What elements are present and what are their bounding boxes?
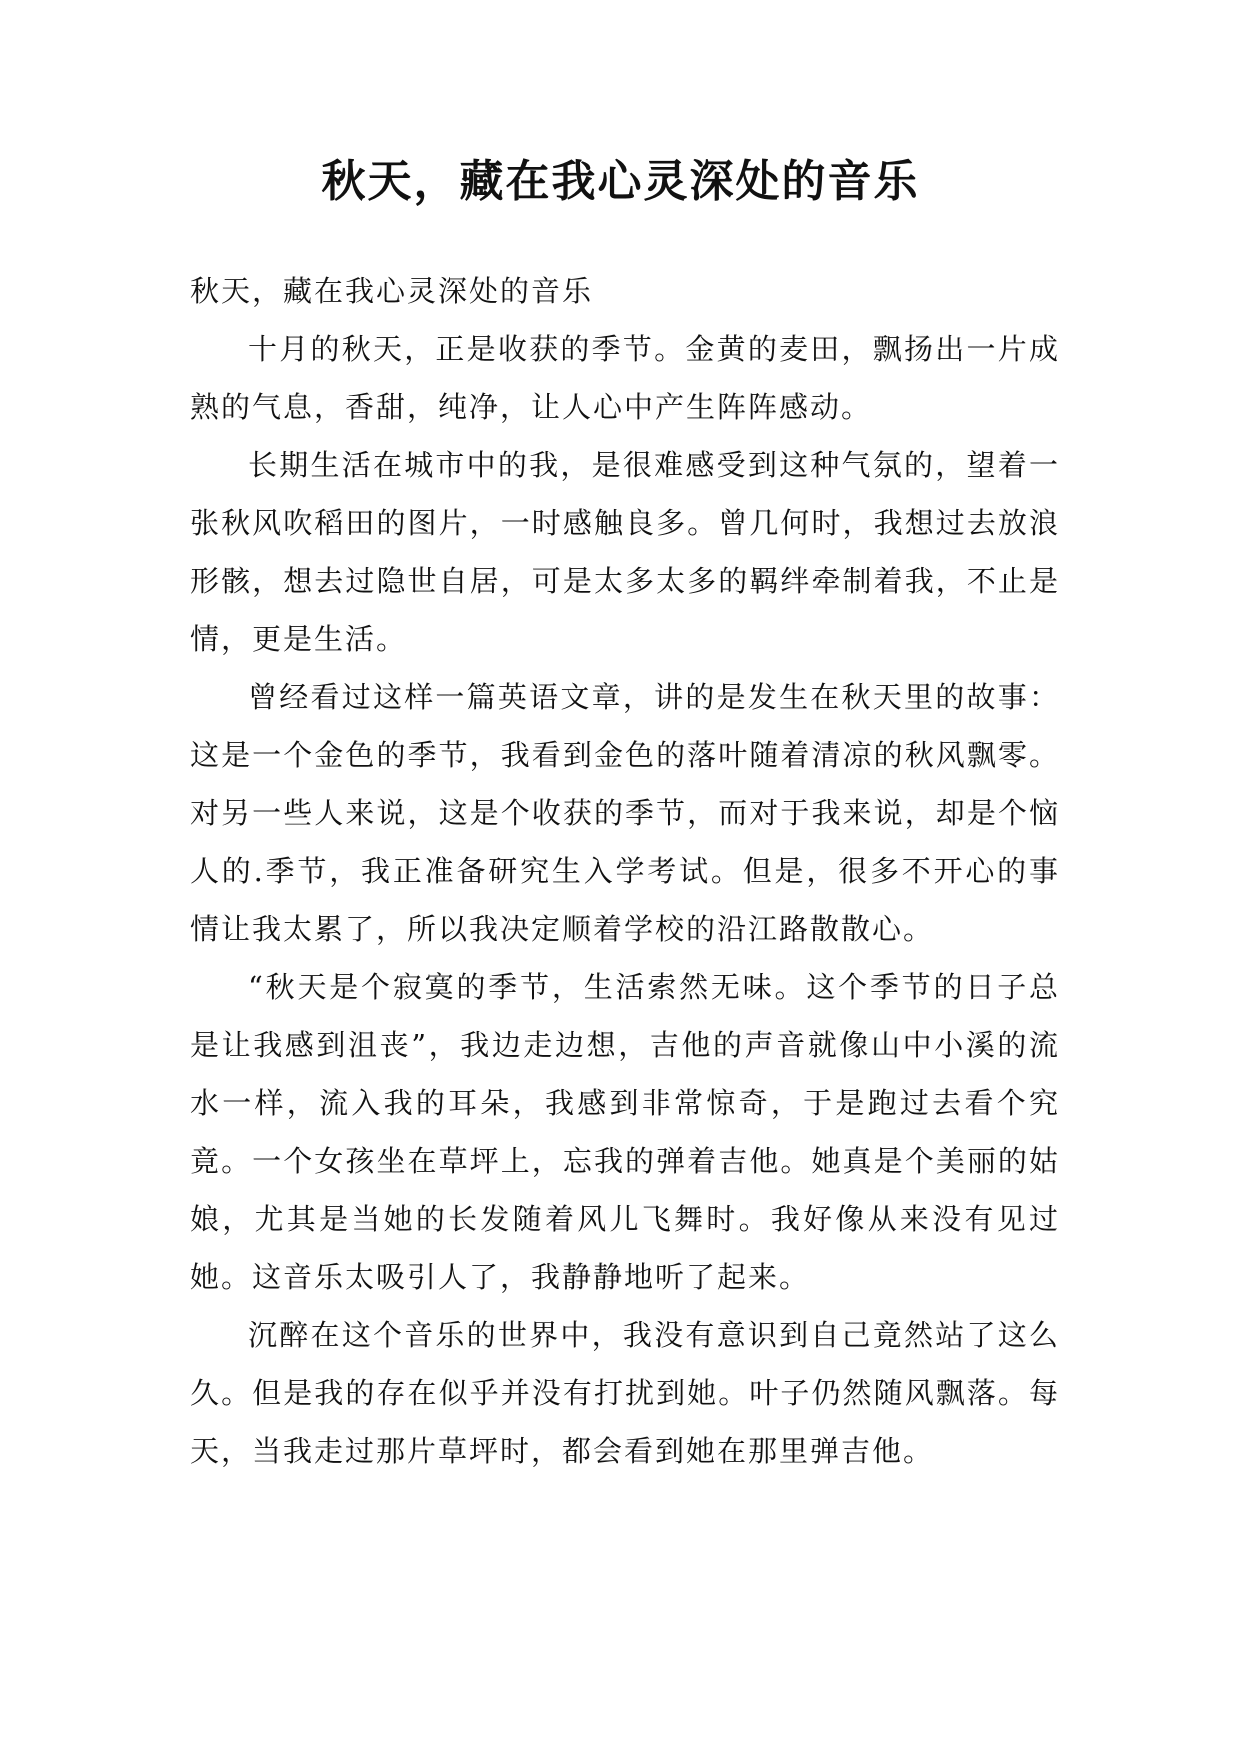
paragraph-5: 沉醉在这个音乐的世界中，我没有意识到自己竟然站了这么久。但是我的存在似乎并没有打扰到她。叶子仍然随风飘落。每天，当我走过那片草坪时，都会看到她在那里弹吉他。 (190, 1318, 1060, 1468)
paragraph-4: “秋天是个寂寞的季节，生活索然无味。这个季节的日子总是让我感到沮丧”，我边走边想，吉他的声音就像山中小溪的流水一样，流入我的耳朵，我感到非常惊奇，于是跑过去看个究竟。一个女孩坐在草坪上，忘我的弹着吉他。她真是个美丽的姑娘，尤其是当她的长发随着风儿飞舞时。我好像从来没有见过她。这音乐太吸引人了，我静静地听了起来。 (190, 970, 1060, 1294)
paragraph-3: 曾经看过这样一篇英语文章，讲的是发生在秋天里的故事：这是一个金色的季节，我看到金色的落叶随着清凉的秋风飘零。对另一些人来说，这是个收获的季节，而对于我来说，却是个恼人的.季节，我正准备研究生入学考试。但是，很多不开心的事情让我太累了，所以我决定顺着学校的沿江路散散心。 (190, 680, 1060, 946)
document-subtitle: 秋天，藏在我心灵深处的音乐 (190, 274, 594, 308)
document-body (190, 262, 1060, 1480)
paragraph-2: 长期生活在城市中的我，是很难感受到这种气氛的，望着一张秋风吹稻田的图片，一时感触良多。曾几何时，我想过去放浪形骸，想去过隐世自居，可是太多太多的羁绊牵制着我，不止是情，更是生活。 (190, 448, 1060, 656)
document-title: 秋天，藏在我心灵深处的音乐 (321, 156, 920, 207)
paragraph-1: 十月的秋天，正是收获的季节。金黄的麦田，飘扬出一片成熟的气息，香甜，纯净，让人心中产生阵阵感动。 (190, 332, 1060, 424)
